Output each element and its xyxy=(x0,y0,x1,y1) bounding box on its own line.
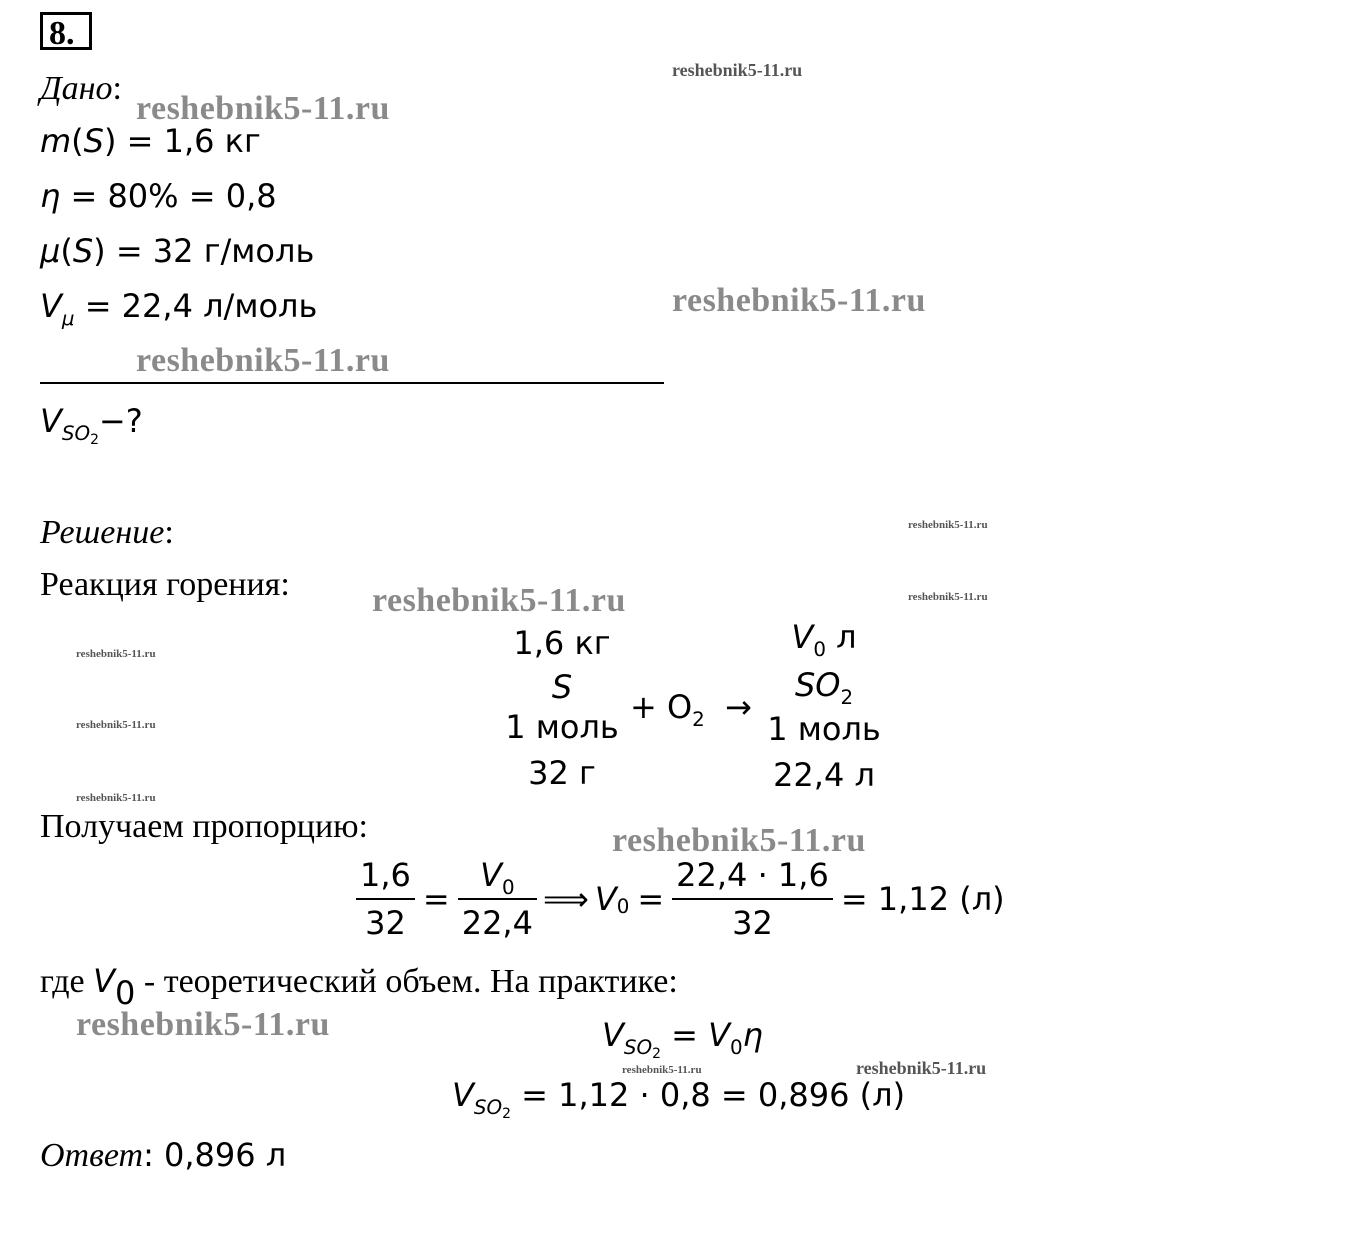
watermark: reshebnik5-11.ru xyxy=(672,282,926,319)
watermark: reshebnik5-11.ru xyxy=(76,648,156,660)
fraction: $\frac{V_0}{22,4}$ xyxy=(458,856,537,942)
given-label: Дано: xyxy=(40,70,122,107)
find-volume: $V_{SO_2}-$? xyxy=(40,402,143,448)
oxygen-term: + $O_2$ → xyxy=(630,688,752,731)
watermark: reshebnik5-11.ru xyxy=(372,582,626,619)
watermark: reshebnik5-11.ru xyxy=(136,90,390,127)
watermark: reshebnik5-11.ru xyxy=(622,1064,702,1076)
s-molar-mass: 32 г xyxy=(528,754,596,792)
given-molar-mass: μ(S) = 32 г/моль xyxy=(40,232,315,270)
proportion-text: Получаем пропорцию: xyxy=(40,808,368,845)
s-formula: S xyxy=(551,668,573,706)
watermark: reshebnik5-11.ru xyxy=(136,342,390,379)
answer: Ответ: 0,896 л xyxy=(40,1136,287,1174)
watermark: reshebnik5-11.ru xyxy=(76,719,156,731)
so2-volume-unknown: $V_0$ л xyxy=(791,618,857,661)
fraction: $\frac{22,4 \cdot 1,6}{32}$ xyxy=(672,856,833,942)
problem-number: 8. xyxy=(40,12,92,50)
practice-formula: $V_{SO_2} = V_0\eta$ xyxy=(602,1016,763,1062)
fraction: $\frac{1,6}{32}$ xyxy=(356,856,415,942)
so2-formula: $SO_2$ xyxy=(794,666,854,709)
solution-label: Решение: xyxy=(40,514,174,551)
watermark: reshebnik5-11.ru xyxy=(908,519,988,531)
where-text: где V0 - теоретический объем. На практике: xyxy=(40,962,678,1013)
watermark: reshebnik5-11.ru xyxy=(76,1006,330,1043)
so2-moles: 1 моль xyxy=(767,710,881,748)
given-yield: η = 80% = 0,8 xyxy=(40,177,277,215)
s-moles: 1 моль xyxy=(505,708,619,746)
reaction-text: Реакция горения: xyxy=(40,566,290,603)
watermark: reshebnik5-11.ru xyxy=(856,1058,987,1078)
watermark: reshebnik5-11.ru xyxy=(612,822,866,859)
s-mass-given: 1,6 кг xyxy=(513,624,611,662)
given-molar-volume: $V_\mu = 22,4$ л/моль xyxy=(40,287,318,330)
divider-line xyxy=(40,382,664,384)
proportion-equation: $\frac{1,6}{32}$ = $\frac{V_0}{22,4}$ ⟹ V 0 = $\frac{22,4 \cdot 1,6}{32}$ = 1,12 (л) xyxy=(356,856,1005,942)
watermark: reshebnik5-11.ru xyxy=(908,591,988,603)
watermark: reshebnik5-11.ru xyxy=(76,792,156,804)
given-mass: m(S) = 1,6 кг xyxy=(40,122,261,160)
watermark: reshebnik5-11.ru xyxy=(672,60,803,80)
so2-molar-volume: 22,4 л xyxy=(773,756,875,794)
practice-calculation: $V_{SO_2} = 1,12 \cdot 0,8 = 0,896$ (л) xyxy=(452,1076,906,1122)
